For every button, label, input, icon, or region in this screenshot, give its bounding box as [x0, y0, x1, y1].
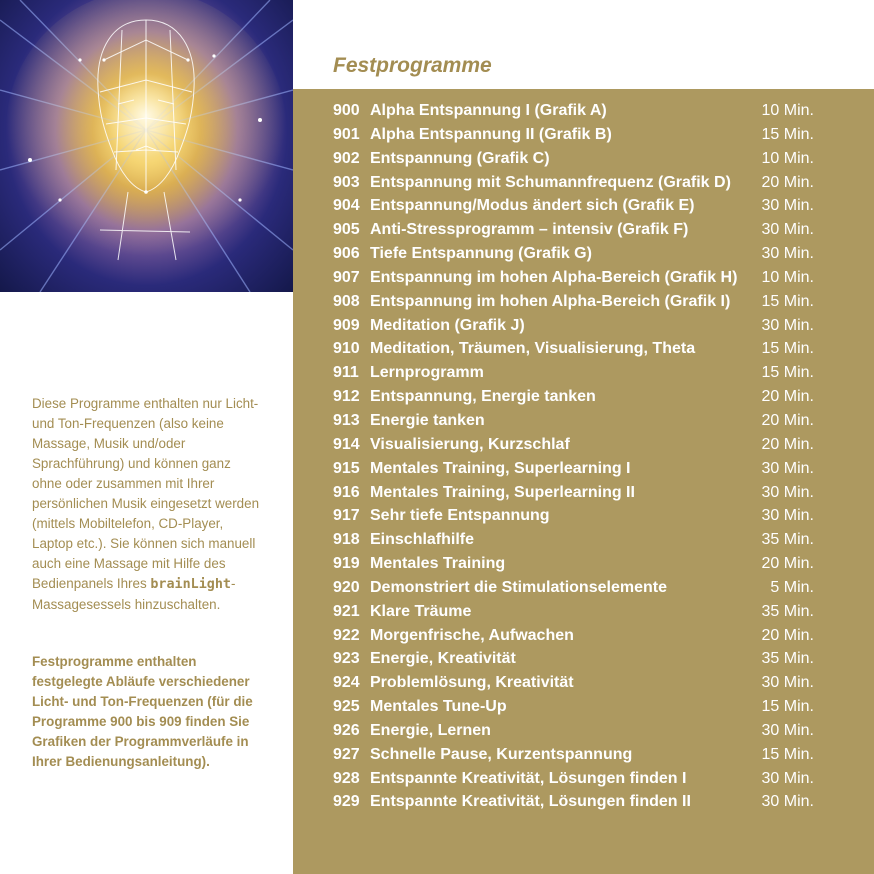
program-row	[333, 314, 823, 338]
program-name: Morgenfrische, Aufwachen	[370, 626, 574, 644]
program-name: Alpha Entspannung II (Grafik B)	[370, 125, 612, 143]
program-left	[333, 743, 632, 767]
program-duration: 15 Min.	[761, 745, 814, 763]
program-left	[333, 147, 550, 171]
program-left	[333, 457, 631, 481]
program-left	[333, 504, 550, 528]
program-duration: 30 Min.	[761, 245, 814, 263]
program-name: Entspannung/Modus ändert sich (Grafik E)	[370, 197, 695, 215]
program-name: Mentales Training, Superlearning II	[370, 483, 635, 501]
program-duration: 15 Min.	[761, 125, 814, 143]
program-name: Mentales Training, Superlearning I	[370, 459, 631, 477]
program-number: 900	[333, 102, 360, 119]
program-number: 919	[333, 555, 360, 573]
program-duration: 5 Min.	[770, 578, 814, 596]
program-number: 918	[333, 531, 360, 549]
program-left	[333, 290, 730, 314]
program-row	[333, 194, 823, 218]
program-left	[333, 361, 484, 385]
program-name: Demonstriert die Stimulationselemente	[370, 578, 667, 596]
program-number: 907	[333, 268, 360, 286]
program-left	[333, 552, 505, 576]
program-number: 922	[333, 626, 360, 644]
program-row	[333, 767, 823, 791]
program-number: 926	[333, 721, 360, 739]
program-number: 901	[333, 125, 360, 143]
program-left	[333, 337, 695, 361]
program-name: Entspannung im hohen Alpha-Bereich (Grafik I)	[370, 292, 731, 310]
program-duration: 30 Min.	[761, 459, 814, 477]
program-duration: 20 Min.	[761, 626, 814, 644]
program-left	[333, 624, 574, 648]
program-duration: 20 Min.	[761, 555, 814, 573]
program-left	[333, 385, 596, 409]
program-number: 927	[333, 745, 360, 763]
program-number: 909	[333, 316, 360, 334]
program-name: Lernprogramm	[370, 364, 484, 382]
program-row	[333, 290, 823, 314]
program-row	[333, 123, 823, 147]
program-left	[333, 671, 574, 695]
program-left	[333, 266, 737, 290]
program-name: Meditation (Grafik J)	[370, 316, 525, 334]
hero-image	[0, 0, 293, 292]
program-duration: 15 Min.	[761, 292, 814, 310]
program-number: 903	[333, 173, 360, 191]
program-name: Meditation, Träumen, Visualisierung, Theta	[370, 340, 696, 358]
description-text-before: Diese Programme enthalten nur Licht- und Ton-Frequenzen (also keine Massage, Musik und/oder Sprachführung) und können ganz ohne oder zusammen mit Ihrer persönlichen Musik eingesetzt werden (mittels Mobiltelefon, CD-Player, Laptop etc.). Sie können sich manuell auch eine Massage mit Hilfe des Bedienpanels Ihres	[32, 396, 260, 591]
program-number: 914	[333, 435, 360, 453]
program-name: Alpha Entspannung I (Grafik A)	[370, 102, 607, 119]
description-paragraph-1	[32, 394, 262, 615]
program-left	[333, 695, 507, 719]
program-duration: 20 Min.	[761, 173, 814, 191]
program-name: Entspannte Kreativität, Lösungen finden II	[370, 793, 691, 811]
program-name: Visualisierung, Kurzschlaf	[370, 435, 570, 453]
program-duration: 30 Min.	[761, 483, 814, 501]
program-name: Entspannung, Energie tanken	[370, 388, 596, 406]
program-row	[333, 361, 823, 385]
program-number: 908	[333, 292, 360, 310]
program-duration: 20 Min.	[761, 388, 814, 406]
program-number: 925	[333, 698, 360, 716]
program-row	[333, 576, 823, 600]
program-number: 921	[333, 602, 360, 620]
program-number: 910	[333, 340, 360, 358]
program-duration: 10 Min.	[761, 149, 814, 167]
program-left	[333, 528, 474, 552]
wireframe-head-icon	[0, 0, 293, 292]
program-row	[333, 600, 823, 624]
program-name: Mentales Training	[370, 555, 506, 573]
program-left	[333, 123, 612, 147]
program-name: Einschlafhilfe	[370, 531, 475, 549]
program-row	[333, 171, 823, 195]
program-left	[333, 576, 667, 600]
program-row	[333, 624, 823, 648]
program-row	[333, 695, 823, 719]
program-left	[333, 409, 485, 433]
program-duration: 30 Min.	[761, 316, 814, 334]
program-duration: 20 Min.	[761, 411, 814, 429]
program-left	[333, 790, 691, 814]
program-row	[333, 242, 823, 266]
program-number: 913	[333, 411, 360, 429]
program-duration: 30 Min.	[761, 793, 814, 811]
program-name: Energie tanken	[370, 411, 485, 429]
program-left	[333, 218, 688, 242]
program-list	[333, 99, 823, 814]
program-name: Mentales Tune-Up	[370, 698, 507, 716]
program-duration: 10 Min.	[761, 102, 814, 119]
program-number: 904	[333, 197, 360, 215]
program-row	[333, 552, 823, 576]
program-left	[333, 600, 471, 624]
program-left	[333, 433, 570, 457]
program-left	[333, 481, 635, 505]
program-name: Anti-Stressprogramm – intensiv (Grafik F)	[370, 221, 689, 239]
program-row	[333, 528, 823, 552]
program-left	[333, 314, 525, 338]
brand-name: brainLight	[150, 577, 231, 592]
program-row	[333, 743, 823, 767]
program-name: Entspannung (Grafik C)	[370, 149, 550, 167]
program-name: Energie, Kreativität	[370, 650, 516, 668]
program-duration: 30 Min.	[761, 721, 814, 739]
program-duration: 15 Min.	[761, 698, 814, 716]
description-text-after: -Massagesessels hinzuschalten.	[32, 576, 236, 612]
program-number: 911	[333, 364, 359, 382]
program-row	[333, 719, 823, 743]
program-duration: 10 Min.	[761, 268, 814, 286]
program-number: 920	[333, 578, 360, 596]
program-number: 915	[333, 459, 360, 477]
description-paragraph-2: Festprogramme enthalten festgelegte Abläufe verschiedener Licht- und Ton-Frequenzen (für die Programme 900 bis 909 finden Sie Grafiken der Programmverläufe in Ihrer Bedienungsanleitung).	[32, 654, 253, 769]
program-name: Schnelle Pause, Kurzentspannung	[370, 745, 633, 763]
program-row	[333, 504, 823, 528]
program-left	[333, 242, 592, 266]
program-left	[333, 647, 516, 671]
program-number: 928	[333, 769, 360, 787]
program-row	[333, 481, 823, 505]
program-duration: 30 Min.	[761, 507, 814, 525]
program-number: 929	[333, 793, 360, 811]
program-row	[333, 99, 823, 123]
program-duration: 15 Min.	[761, 364, 814, 382]
program-number: 923	[333, 650, 360, 668]
program-row	[333, 147, 823, 171]
program-row	[333, 671, 823, 695]
program-number: 916	[333, 483, 360, 501]
program-duration: 30 Min.	[761, 674, 814, 692]
program-duration: 15 Min.	[761, 340, 814, 358]
program-name: Klare Träume	[370, 602, 472, 620]
program-row	[333, 647, 823, 671]
program-name: Entspannte Kreativität, Lösungen finden I	[370, 769, 687, 787]
program-left	[333, 171, 731, 195]
program-duration: 35 Min.	[761, 602, 814, 620]
program-row	[333, 409, 823, 433]
program-duration: 35 Min.	[761, 650, 814, 668]
program-number: 924	[333, 674, 360, 692]
program-name: Energie, Lernen	[370, 721, 491, 739]
program-row	[333, 218, 823, 242]
program-duration: 30 Min.	[761, 197, 814, 215]
program-number: 905	[333, 221, 360, 239]
program-duration: 30 Min.	[761, 221, 814, 239]
program-row	[333, 266, 823, 290]
program-number: 906	[333, 245, 360, 263]
program-number: 912	[333, 388, 360, 406]
program-row	[333, 790, 823, 814]
program-left	[333, 719, 491, 743]
program-row	[333, 385, 823, 409]
program-duration: 20 Min.	[761, 435, 814, 453]
program-row	[333, 457, 823, 481]
program-number: 917	[333, 507, 360, 525]
program-number: 902	[333, 149, 360, 167]
section-title: Festprogramme	[333, 54, 492, 77]
program-left	[333, 194, 694, 218]
program-name: Entspannung im hohen Alpha-Bereich (Grafik H)	[370, 268, 738, 286]
program-duration: 30 Min.	[761, 769, 814, 787]
program-name: Problemlösung, Kreativität	[370, 674, 574, 692]
program-name: Tiefe Entspannung (Grafik G)	[370, 245, 592, 263]
program-left	[333, 767, 686, 791]
program-name: Entspannung mit Schumannfrequenz (Grafik D)	[370, 173, 731, 191]
program-name: Sehr tiefe Entspannung	[370, 507, 550, 525]
program-row	[333, 433, 823, 457]
program-left	[333, 99, 607, 123]
program-row	[333, 337, 823, 361]
program-duration: 35 Min.	[761, 531, 814, 549]
